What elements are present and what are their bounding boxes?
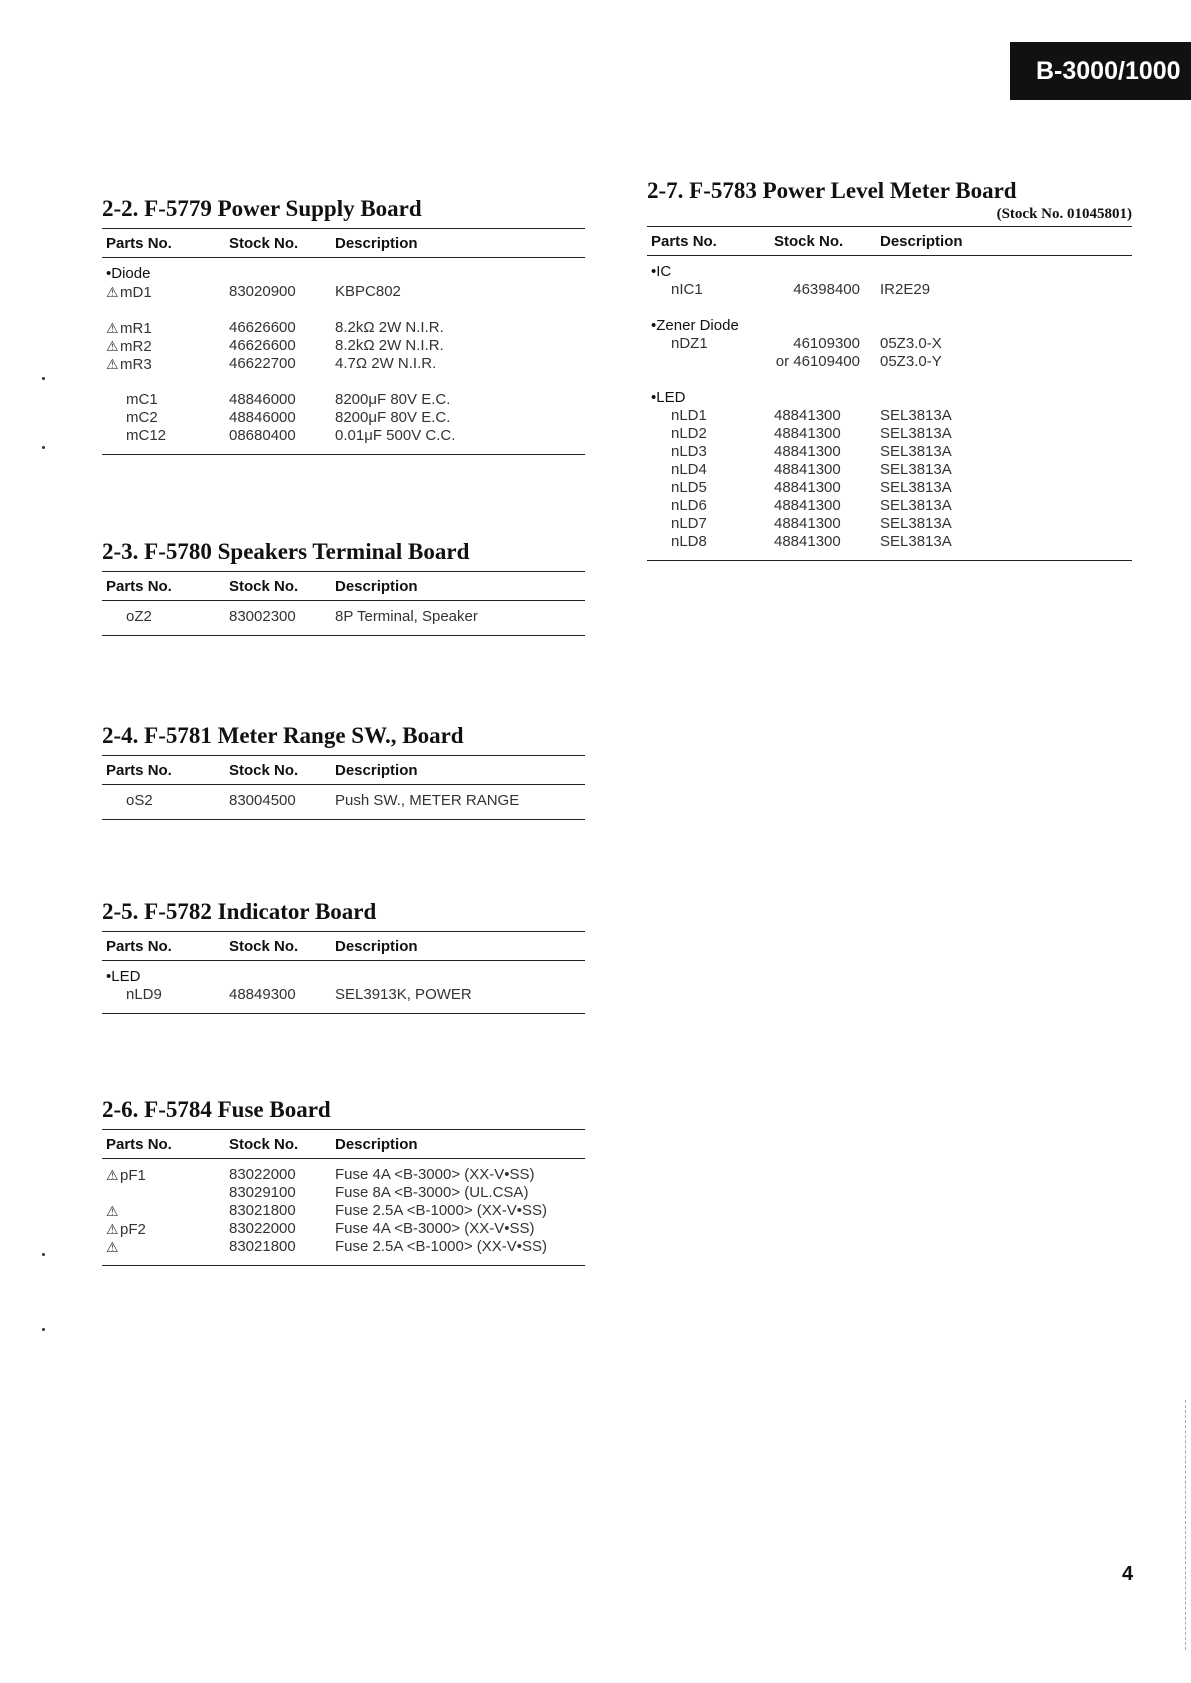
warning-icon: ⚠ (106, 338, 119, 354)
section-power-level-meter-board (647, 178, 1132, 561)
table-body (647, 256, 1132, 560)
parts-table (102, 1129, 585, 1266)
table-row: nLD8 48841300 SEL3813A (671, 533, 952, 550)
section-power-supply-board (102, 196, 585, 455)
table-header: Parts No. Stock No. Description (102, 932, 585, 961)
table-row: ⚠mR1 46626600 8.2kΩ 2W N.I.R. (106, 319, 444, 337)
table-row: nLD6 48841300 SEL3813A (671, 497, 952, 514)
page-number: 4 (1122, 1563, 1134, 1585)
section-meter-range-board (102, 723, 585, 820)
table-row: oZ2 83002300 8P Terminal, Speaker (126, 608, 478, 625)
table-row: nLD7 48841300 SEL3813A (671, 515, 952, 532)
table-row: or 46109400 05Z3.0-Y (775, 353, 942, 370)
warning-icon: ⚠ (106, 320, 119, 336)
table-row: nLD9 48849300 SEL3913K, POWER (126, 986, 472, 1003)
table-row: nDZ1 46109300 05Z3.0-X (671, 335, 942, 352)
table-row: 83029100 Fuse 8A <B-3000> (UL.CSA) (229, 1184, 529, 1201)
table-header: Parts No. Stock No. Description (647, 227, 1132, 256)
table-row: ⚠mD1 83020900 KBPC802 (106, 283, 401, 301)
parts-table (102, 228, 585, 455)
group-label: •Diode (106, 265, 151, 282)
board-stock-number: (Stock No. 01045801) (996, 206, 1132, 222)
table-row: ⚠pF2 83022000 Fuse 4A <B-3000> (XX-V•SS) (106, 1220, 535, 1238)
group-label: •Zener Diode (651, 317, 739, 334)
table-row: nLD2 48841300 SEL3813A (671, 425, 952, 442)
table-row: ⚠ 83021800 Fuse 2.5A <B-1000> (XX-V•SS) (106, 1238, 548, 1255)
warning-icon: ⚠ (106, 1221, 119, 1237)
table-body (102, 258, 585, 454)
group-label: •LED (106, 968, 141, 985)
warning-icon: ⚠ (106, 284, 119, 300)
col-parts-no: Parts No. (106, 234, 172, 252)
table-body (102, 601, 585, 635)
table-row: mC2 48846000 8200μF 80V E.C. (126, 409, 451, 426)
table-body (102, 1159, 585, 1265)
table-header: Parts No. Stock No. Description (102, 1130, 585, 1159)
section-title: 2-7. F-5783 Power Level Meter Board (647, 178, 1017, 203)
parts-table (102, 755, 585, 820)
scan-edge (1185, 1400, 1187, 1650)
scan-speck (42, 377, 45, 380)
table-row: mC12 08680400 0.01μF 500V C.C. (126, 427, 456, 444)
model-tag: B-3000/1000 (1010, 42, 1191, 100)
col-description: Description (335, 234, 418, 252)
table-row: mC1 48846000 8200μF 80V E.C. (126, 391, 451, 408)
warning-icon: ⚠ (106, 1167, 119, 1183)
table-header: Parts No. Stock No. Description (102, 572, 585, 601)
scan-speck (42, 446, 45, 449)
scan-speck (42, 1328, 45, 1331)
table-row: ⚠mR3 46622700 4.7Ω 2W N.I.R. (106, 355, 437, 373)
warning-icon: ⚠ (106, 356, 119, 372)
section-title: 2-6. F-5784 Fuse Board (102, 1097, 331, 1122)
table-row: nLD5 48841300 SEL3813A (671, 479, 952, 496)
scan-speck (42, 1253, 45, 1256)
section-title: 2-2. F-5779 Power Supply Board (102, 196, 422, 221)
table-row: ⚠pF1 83022000 Fuse 4A <B-3000> (XX-V•SS) (106, 1166, 535, 1184)
table-header: Parts No. Stock No. Description (102, 756, 585, 785)
table-header (102, 229, 585, 258)
warning-icon: ⚠ (106, 1203, 119, 1219)
section-title: 2-5. F-5782 Indicator Board (102, 899, 377, 924)
section-indicator-board (102, 899, 585, 1014)
table-row: nLD3 48841300 SEL3813A (671, 443, 952, 460)
section-speakers-terminal-board (102, 539, 585, 636)
parts-table (102, 571, 585, 636)
table-row: oS2 83004500 Push SW., METER RANGE (126, 792, 520, 809)
section-title: 2-4. F-5781 Meter Range SW., Board (102, 723, 464, 748)
group-label: •LED (651, 389, 686, 406)
warning-icon: ⚠ (106, 1239, 119, 1255)
table-body (102, 785, 585, 819)
section-fuse-board (102, 1097, 585, 1266)
table-row: nIC1 46398400 IR2E29 (671, 281, 931, 298)
table-row: ⚠ 83021800 Fuse 2.5A <B-1000> (XX-V•SS) (106, 1202, 548, 1219)
group-label: •IC (651, 263, 672, 280)
col-stock-no: Stock No. (229, 234, 299, 252)
table-row: nLD1 48841300 SEL3813A (671, 407, 952, 424)
table-body (102, 961, 585, 1013)
table-row: nLD4 48841300 SEL3813A (671, 461, 952, 478)
table-row: ⚠mR2 46626600 8.2kΩ 2W N.I.R. (106, 337, 444, 355)
parts-table (102, 931, 585, 1014)
parts-table (647, 226, 1132, 561)
section-title: 2-3. F-5780 Speakers Terminal Board (102, 539, 470, 564)
